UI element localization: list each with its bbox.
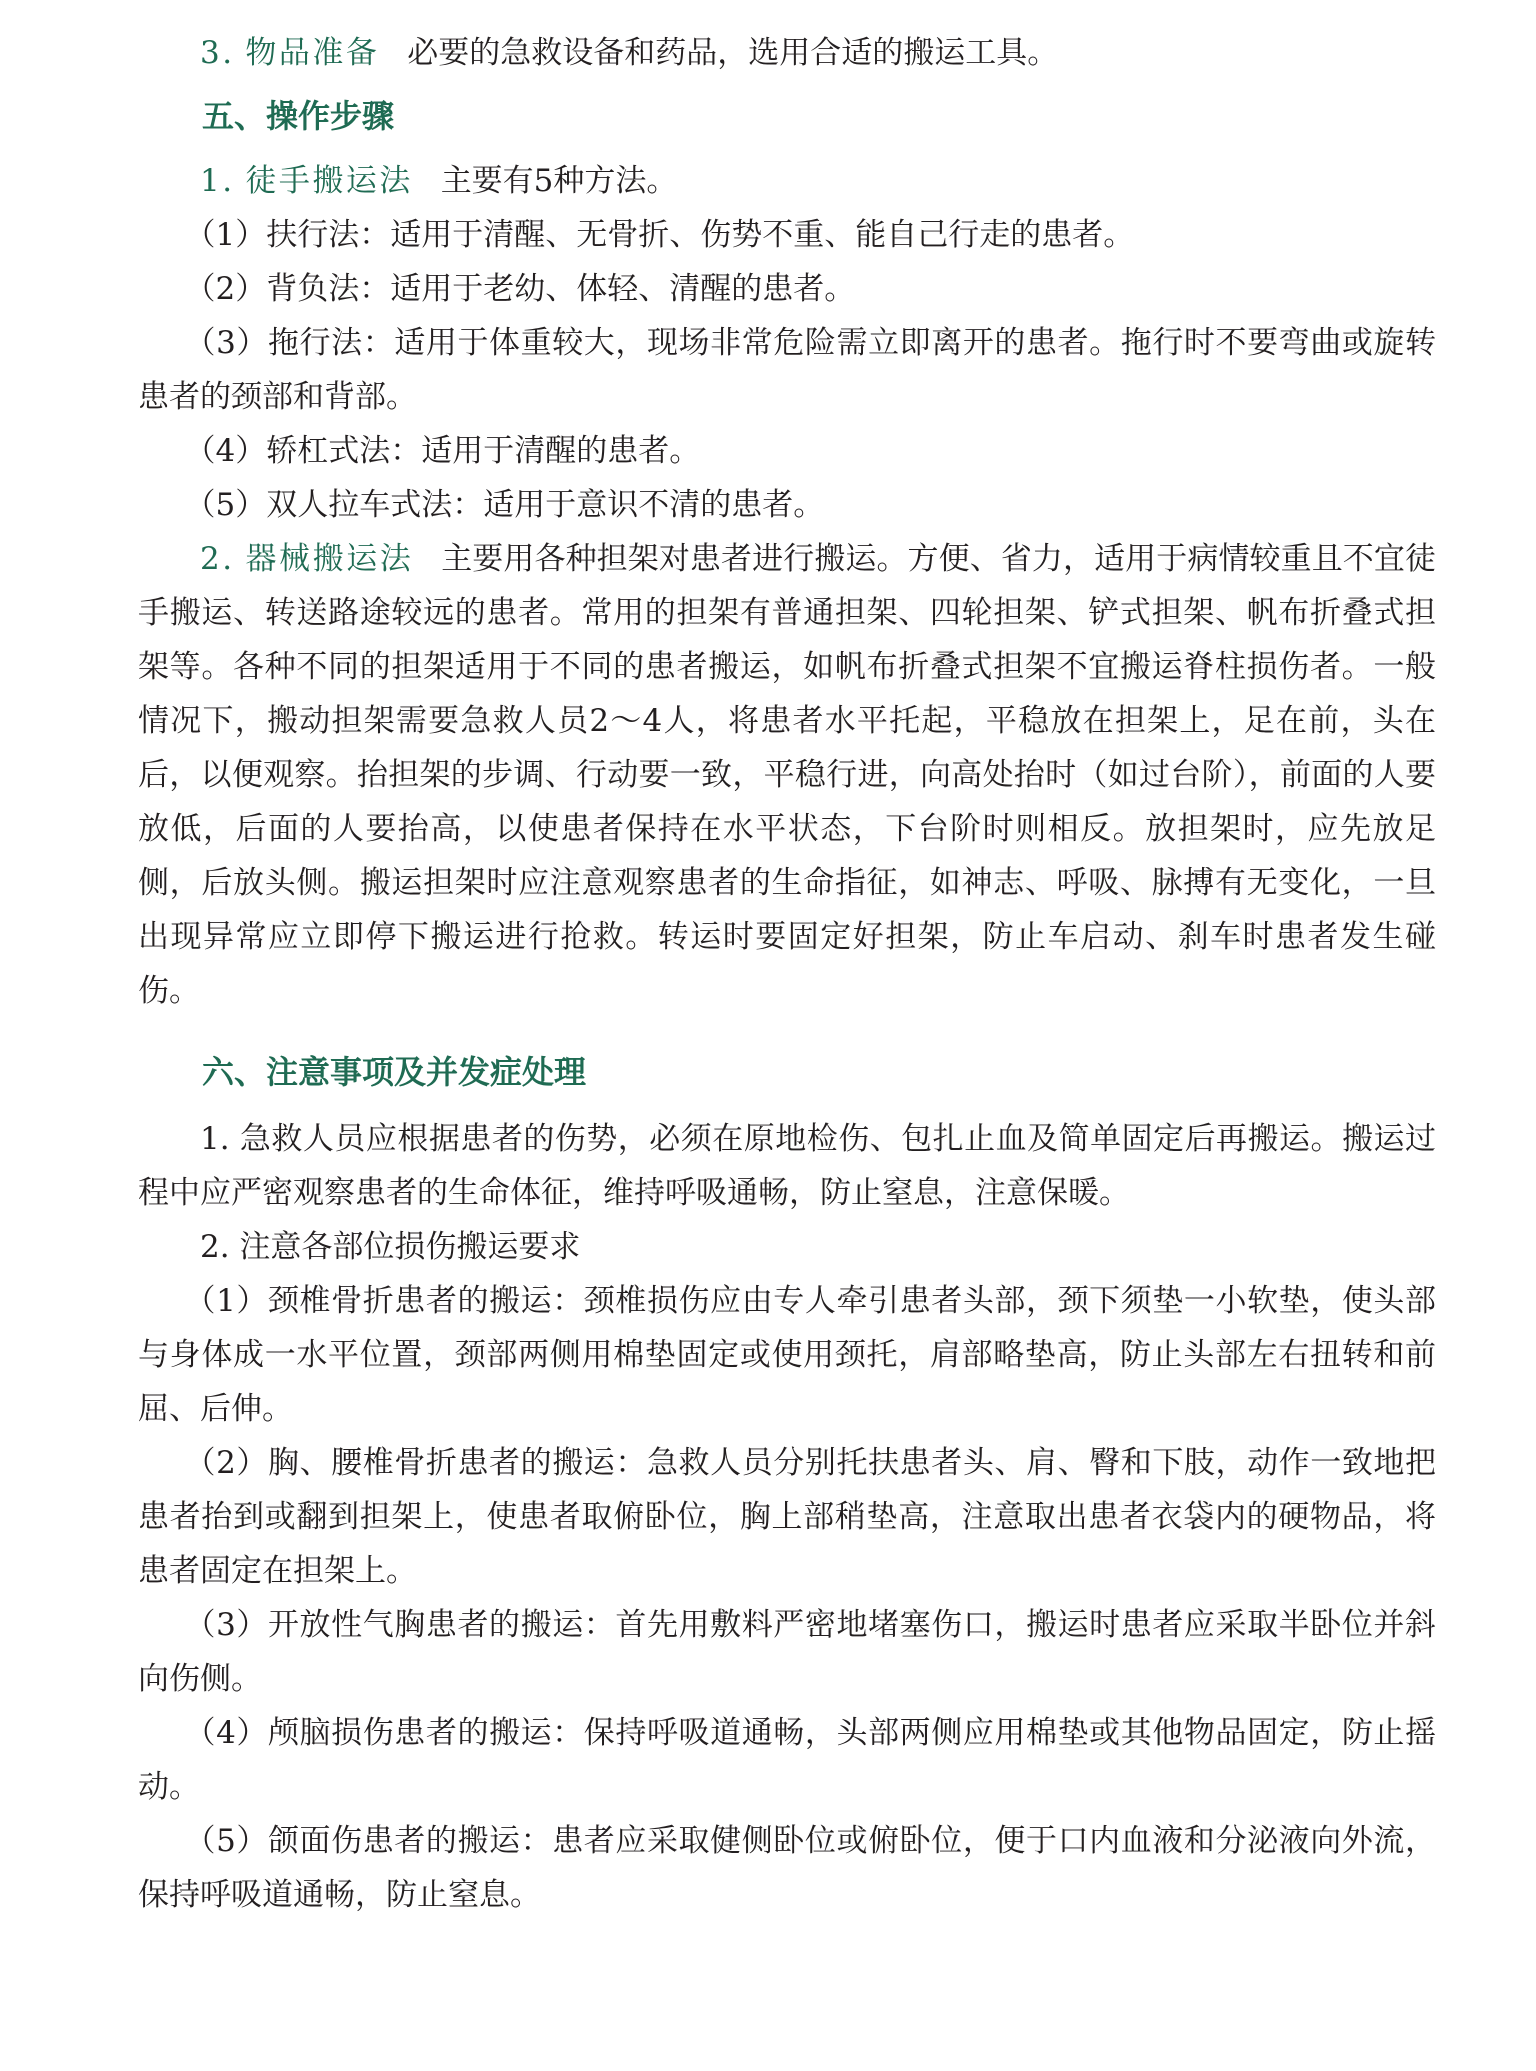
method-item-3: （3）拖行法：适用于体重较大，现场非常危险需立即离开的患者。拖行时不要弯曲或旋转患者的颈部和背部。 [138,325,1436,415]
method-item-4: （4）轿杠式法：适用于清醒的患者。 [184,433,701,469]
sub2-lead-label: 器械搬运法 [245,541,414,577]
sub1-number: 1. [200,163,235,199]
intro-paragraph [138,26,1436,80]
section-5-sub1 [138,154,1436,208]
section-6-heading: 六、注意事项及并发症处理 [202,1053,587,1091]
method-item-2: （2）背负法：适用于老幼、体轻、清醒的患者。 [184,271,856,307]
sub2-text: 主要用各种担架对患者进行搬运。方便、省力，适用于病情较重且不宜徒手搬运、转送路途较远的患者。常用的担架有普通担架、四轮担架、铲式担架、帆布折叠式担架等。各种不同的担架适用于不同的患者搬运，如帆布折叠式担架不宜搬运脊柱损伤者。一般情况下，搬动担架需要急救人员2～4人，将患者水平托起，平稳放在担架上，足在前，头在后，以便观察。抬担架的步调、行动要一致，平稳行进，向高处抬时（如过台阶），前面的人要放低，后面的人要抬高，以使患者保持在水平状态，下台阶时则相反。放担架时，应先放足侧，后放头侧。搬运担架时应注意观察患者的生命指征，如神志、呼吸、脉搏有无变化，一旦出现异常应立即停下搬运进行抢救。转运时要固定好担架，防止车启动、刹车时患者发生碰伤。 [138,541,1436,1009]
injury-item-1: （1）颈椎骨折患者的搬运：颈椎损伤应由专人牵引患者头部，颈下须垫一小软垫，使头部与身体成一水平位置，颈部两侧用棉垫固定或使用颈托，肩部略垫高，防止头部左右扭转和前屈、后伸。 [138,1283,1436,1427]
method-item-5: （5）双人拉车式法：适用于意识不清的患者。 [184,487,825,523]
injury-item-4: （4）颅脑损伤患者的搬运：保持呼吸道通畅，头部两侧应用棉垫或其他物品固定，防止摇动。 [138,1715,1436,1805]
method-item-1: （1）扶行法：适用于清醒、无骨折、伤势不重、能自己行走的患者。 [184,217,1135,253]
intro-number: 3. [200,35,235,71]
sub1-text: 主要有5种方法。 [440,163,678,199]
sub2-number: 2. [200,541,235,577]
precaution-paragraph-1: 1. 急救人员应根据患者的伤势，必须在原地检伤、包扎止血及简单固定后再搬运。搬运过程中应严密观察患者的生命体征，维持呼吸通畅，防止窒息，注意保暖。 [138,1121,1436,1211]
injury-item-3: （3）开放性气胸患者的搬运：首先用敷料严密地堵塞伤口，搬运时患者应采取半卧位并斜向伤侧。 [138,1607,1436,1697]
section-5-heading: 五、操作步骤 [202,97,395,135]
injury-item-2: （2）胸、腰椎骨折患者的搬运：急救人员分别托扶患者头、肩、臀和下肢，动作一致地把患者抬到或翻到担架上，使患者取俯卧位，胸上部稍垫高，注意取出患者衣袋内的硬物品，将患者固定在担架上。 [138,1445,1436,1589]
injury-item-5: （5）颌面伤患者的搬运：患者应采取健侧卧位或俯卧位，便于口内血液和分泌液向外流，保持呼吸道通畅，防止窒息。 [138,1823,1436,1913]
intro-lead [200,35,379,71]
intro-lead-label: 物品准备 [245,35,380,71]
sub2-lead [200,541,413,577]
section-5-sub2 [138,532,1436,1018]
sub1-lead [200,163,413,199]
precaution-paragraph-2: 2. 注意各部位损伤搬运要求 [200,1229,581,1265]
document-page [138,26,1436,1922]
intro-text: 必要的急救设备和药品，选用合适的搬运工具。 [407,35,1059,71]
sub1-lead-label: 徒手搬运法 [245,163,413,199]
